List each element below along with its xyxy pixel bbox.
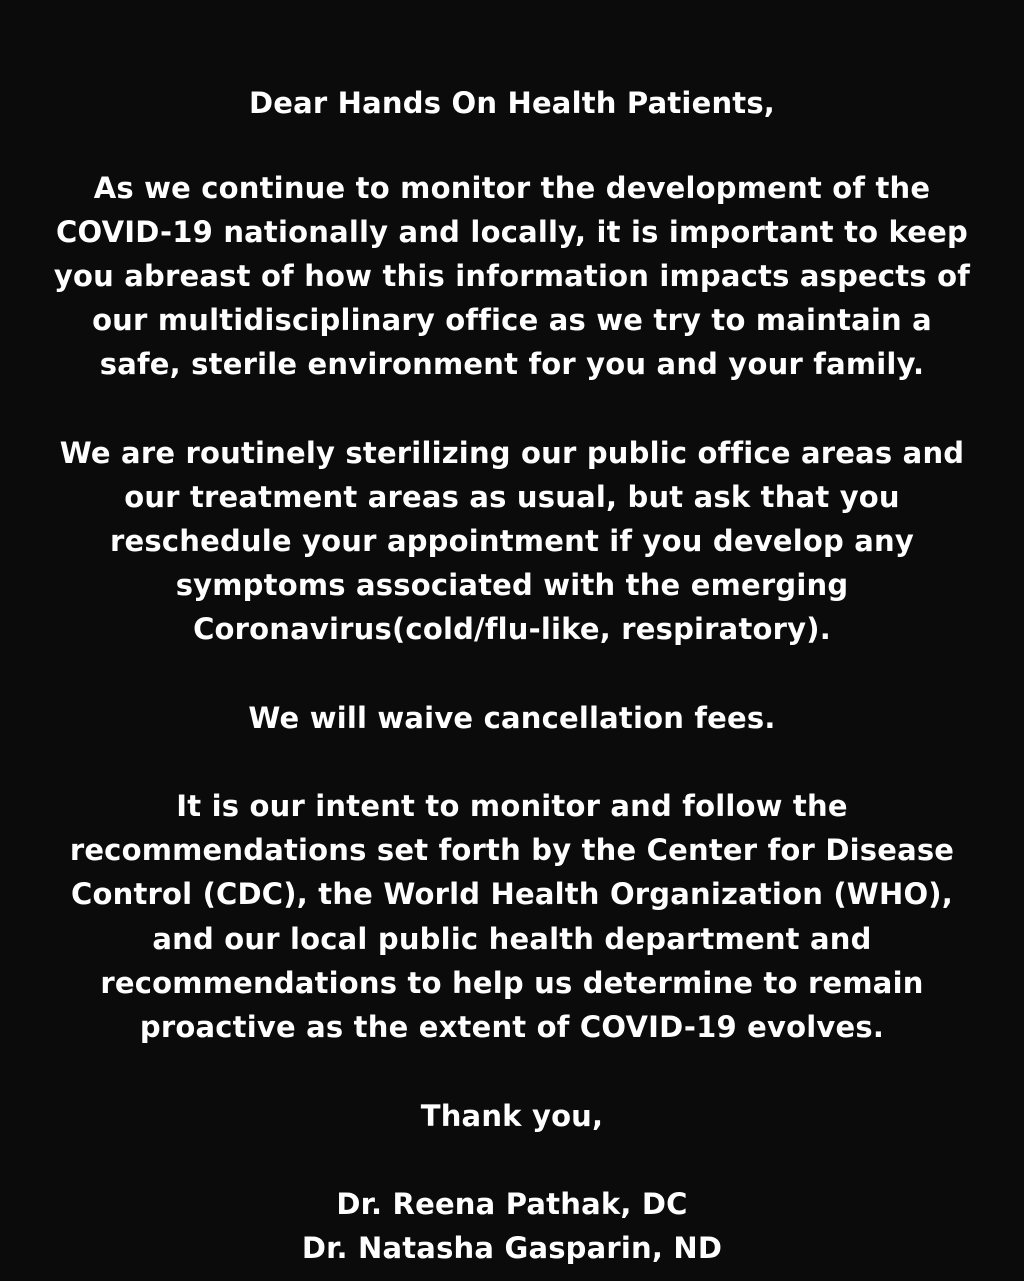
paragraph-1-line-5: safe, sterile environment for you and your family. — [99, 347, 925, 381]
paragraph-1-line-4: our multidisciplinary office as we try to maintain a — [92, 303, 932, 337]
paragraph-1-line-3: you abreast of how this information impacts aspects of — [53, 259, 971, 293]
paragraph-4-line-1: It is our intent to monitor and follow the — [176, 789, 848, 823]
greeting: Dear Hands On Health Patients, — [248, 86, 776, 120]
paragraph-2-line-2: our treatment areas as usual, but ask that you — [124, 480, 900, 514]
signature-1: Dr. Reena Pathak, DC — [336, 1187, 688, 1221]
signature-2: Dr. Natasha Gasparin, ND — [301, 1231, 723, 1265]
paragraph-4-line-4: and our local public health department and — [152, 922, 872, 956]
paragraph-4-line-3: Control (CDC), the World Health Organization (WHO), — [71, 877, 953, 911]
paragraph-2-line-4: symptoms associated with the emerging — [175, 568, 849, 602]
paragraph-1-line-1: As we continue to monitor the development of the — [93, 171, 931, 205]
paragraph-3-line-1: We will waive cancellation fees. — [248, 701, 776, 735]
paragraph-4-line-6: proactive as the extent of COVID-19 evolves. — [139, 1010, 885, 1044]
closing: Thank you, — [420, 1099, 604, 1133]
paragraph-2-line-1: We are routinely sterilizing our public office areas and — [59, 436, 965, 470]
paragraph-1-line-2: COVID-19 nationally and locally, it is important to keep — [56, 215, 968, 249]
paragraph-4-line-2: recommendations set forth by the Center for Disease — [69, 833, 955, 867]
paragraph-2-line-5: Coronavirus(cold/flu-like, respiratory). — [193, 612, 831, 646]
paragraph-2-line-3: reschedule your appointment if you develop any — [110, 524, 914, 558]
paragraph-4-line-5: recommendations to help us determine to remain — [100, 966, 924, 1000]
